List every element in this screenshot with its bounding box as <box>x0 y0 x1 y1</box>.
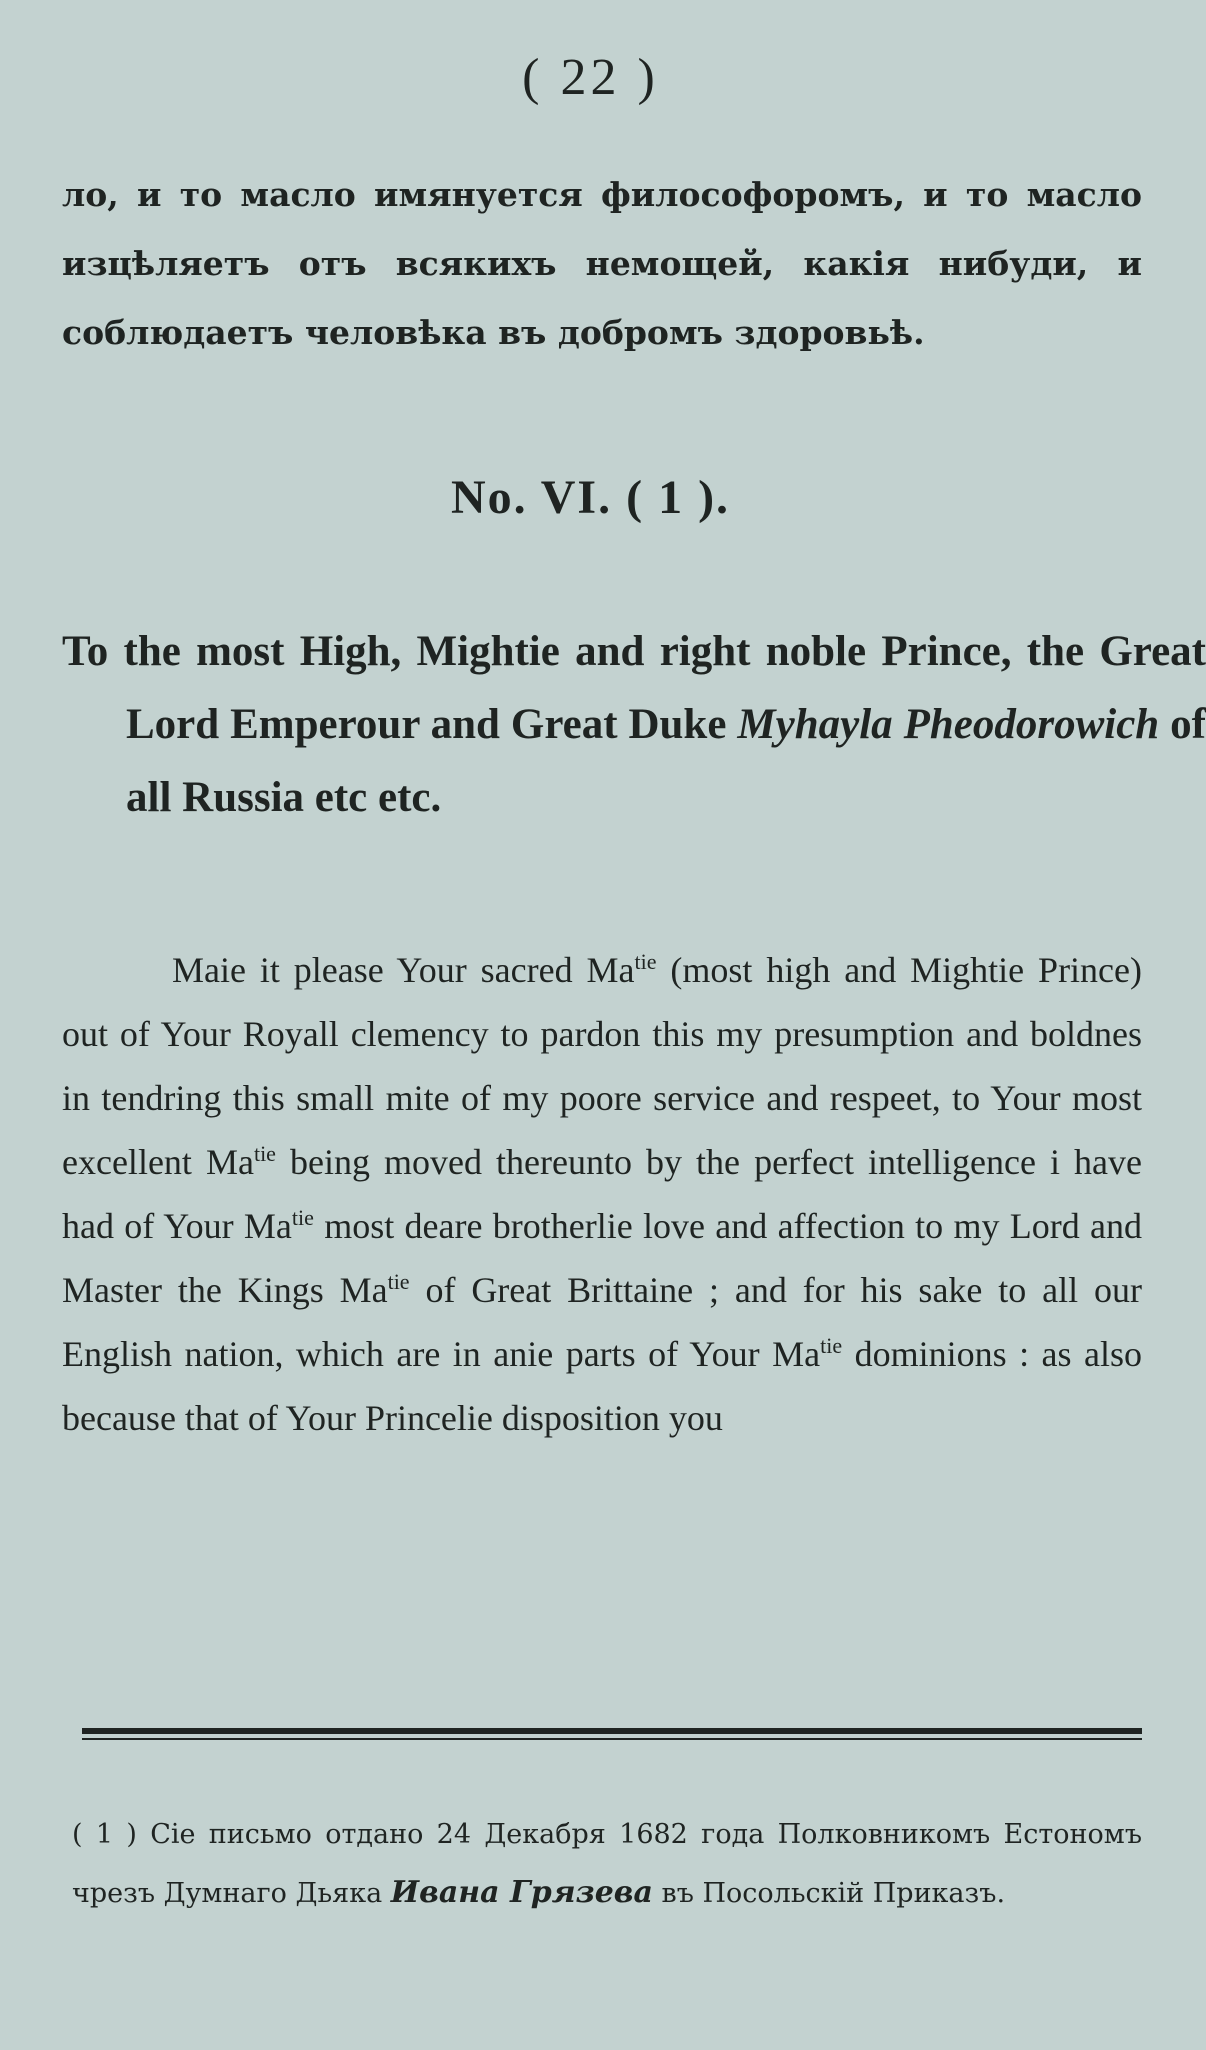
footnote-text-end: въ Посольскій Приказъ. <box>652 1878 1006 1909</box>
body-text-3: being moved thereunto by the perfect intelligence i have had of Your Ma <box>62 1142 1142 1246</box>
footnote-divider-thin <box>82 1738 1142 1740</box>
address-recipient-name: Myhayla Pheodorowich <box>737 701 1160 748</box>
body-text-5: of Great Brittaine ; and for his sake to all our English nation, which are in anie parts of Your Ma <box>62 1270 1142 1374</box>
cyrillic-paragraph: ло, и то масло имянуется философоромъ, и то масло изцѣляетъ отъ всякихъ немощей, какія нибуди, и соблюдаетъ человѣка въ добромъ здоровьѣ. <box>62 175 1142 352</box>
superscript-3: tie <box>291 1205 314 1230</box>
footnote-divider <box>82 1728 1142 1734</box>
section-heading: No. VI. ( 1 ). <box>450 471 731 524</box>
footnote-name: Ивана Грязева <box>390 1875 653 1910</box>
superscript-5: tie <box>820 1333 843 1358</box>
superscript-4: tie <box>387 1269 410 1294</box>
body-text-6: dominions : as also because that of Your Princelie disposition you <box>62 1334 1143 1438</box>
body-text-4: most deare brotherlie love and affection to my Lord and Master the Kings Ma <box>62 1206 1143 1310</box>
letter-body <box>62 938 1142 1450</box>
page-number: ( 22 ) <box>522 49 659 106</box>
footnote-text: ( 1 ) Сіе письмо отдано 24 Декабря 1682 года Полковникомъ Естономъ чрезъ Думнаго Дьяка <box>72 1819 1142 1909</box>
address-text: To the most High, Mightie and right noble Prince, the Great Lord Emperour and Great Duke <box>62 628 1206 748</box>
footnote <box>72 1806 1142 1923</box>
body-text-1: Maie it please Your sacred Ma <box>172 950 635 990</box>
body-text-2: (most high and Mightie Prince) out of Your Royall clemency to pardon this my presumption and boldnes in tendring this small mite of my poore service and respeet, to Your most excellent Ma <box>62 950 1143 1182</box>
superscript-1: tie <box>634 949 657 974</box>
address-text-end: of all Russia etc etc. <box>126 701 1206 821</box>
superscript-2: tie <box>253 1141 276 1166</box>
address-block <box>62 615 1206 834</box>
